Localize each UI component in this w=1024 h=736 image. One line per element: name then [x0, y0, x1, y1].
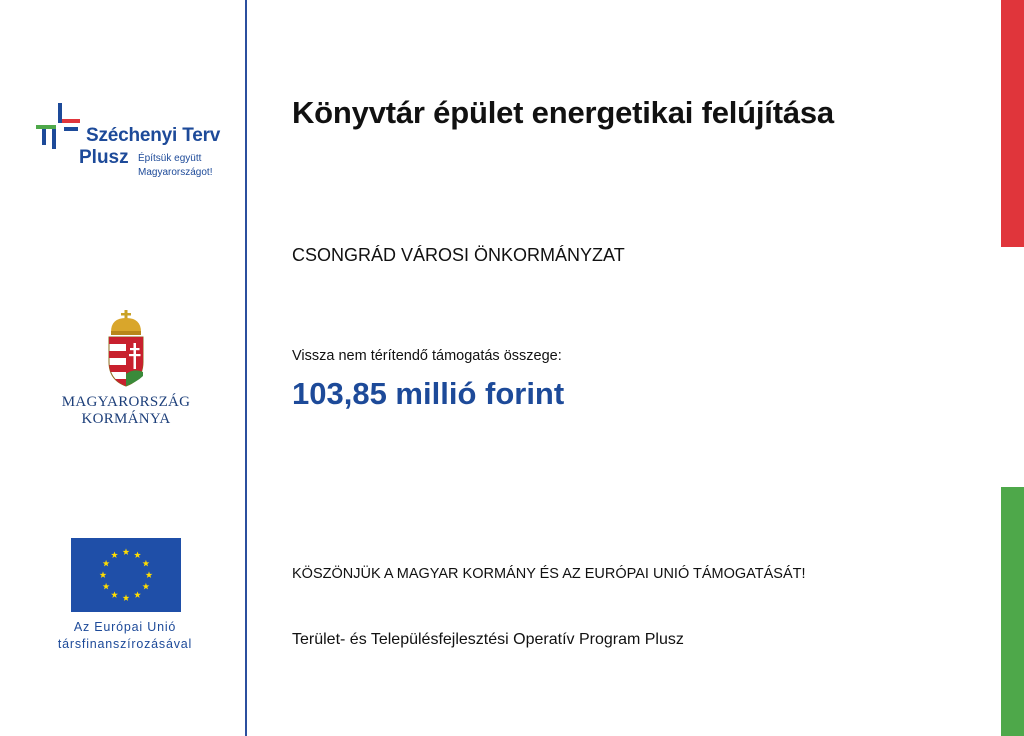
- project-title: Könyvtár épület energetikai felújítása: [292, 95, 834, 130]
- szechenyi-logo: [36, 103, 236, 183]
- szechenyi-cross-icon: [36, 103, 80, 149]
- government-logo-line2: KORMÁNYA: [81, 411, 171, 427]
- hungarian-coat-of-arms-icon: [105, 310, 147, 390]
- beneficiary-name: CSONGRÁD VÁROSI ÖNKORMÁNYZAT: [292, 245, 625, 265]
- eu-logo-line2: társfinanszírozásával: [57, 637, 193, 651]
- government-logo: [40, 310, 220, 430]
- thank-you-message: KÖSZÖNJÜK A MAGYAR KORMÁNY ÉS AZ EURÓPAI UNIÓ TÁMOGATÁSÁT!: [292, 566, 806, 582]
- vertical-divider: [245, 0, 247, 736]
- szechenyi-logo-line2: Plusz: [79, 147, 129, 168]
- eu-logo-line1: Az Európai Unió: [73, 620, 177, 634]
- flag-stripe-red: [1001, 0, 1024, 247]
- government-logo-line1: MAGYARORSZÁG: [61, 394, 191, 410]
- grant-amount-value: 103,85 millió forint: [292, 376, 565, 411]
- szechenyi-logo-line1: Széchenyi Terv: [86, 125, 221, 146]
- szechenyi-tagline2: Magyarországot!: [138, 167, 213, 178]
- logo-sidebar: [0, 0, 246, 736]
- flag-stripe-green: [1001, 487, 1024, 736]
- program-name: Terület- és Településfejlesztési Operatív Program Plusz: [292, 631, 684, 648]
- eu-flag-icon: [71, 538, 181, 612]
- szechenyi-tagline1: Építsük együtt: [138, 153, 202, 164]
- grant-amount-label: Vissza nem térítendő támogatás összege:: [292, 348, 562, 364]
